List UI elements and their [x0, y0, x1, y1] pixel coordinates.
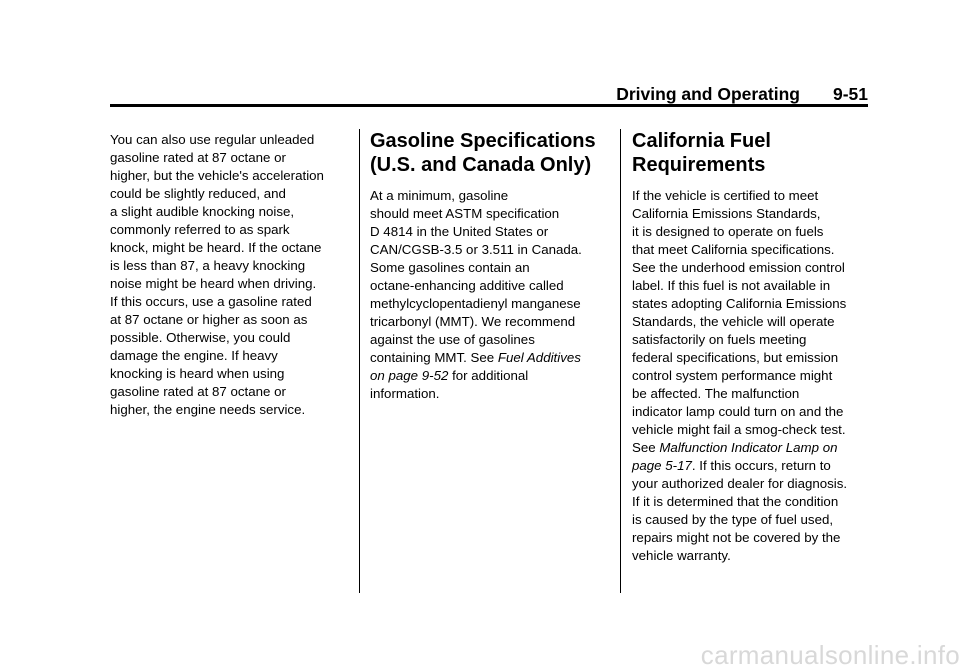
column-divider-1 [359, 129, 360, 593]
gasoline-specifications-heading: Gasoline Specifications (U.S. and Canada Only) [370, 130, 596, 176]
octane-paragraph: You can also use regular unleaded gasoline rated at 87 octane or higher, but the vehicle's acceleration could be slightly reduced, and a slight audible knocking noise, commonly referred to as spark knock, might be heard. If the octane is less than 87, a heavy knocking noise might be heard when driving. If this occurs, use a gasoline rated at 87 octane or higher as soon as possible. Otherwise, you could damage the engine. If heavy knocking is heard when using gasoline rated at 87 octane or higher, the engine needs service. [110, 132, 324, 417]
malfunction-indicator-link[interactable]: Malfunction Indicator Lamp on page 5-17 [632, 440, 838, 473]
column-right [632, 131, 868, 565]
column-middle [370, 131, 606, 403]
column-left [110, 131, 350, 419]
california-fuel-heading: California Fuel Requirements [632, 130, 771, 176]
page-header [110, 83, 868, 105]
california-fuel-paragraph [632, 187, 868, 565]
spec-text: At a minimum, gasoline should meet ASTM specification D 4814 in the United States or CAN/CGSB-3.5 or 3.511 in Canada. Some gasolines contain an octane-enhancing additive called methylcyclopentadienyl manganese tricarbonyl (MMT). We recommend against the use of gasolines containing MMT. See [370, 188, 582, 365]
page-number: 9-51 [832, 84, 868, 104]
california-text: If the vehicle is certified to meet California Emissions Standards, it is designed to operate on fuels that meet California specifications. See the underhood emission control label. If this fuel is not available in states adopting California Emissions Standards, the vehicle will operate satisfactorily on fuels meeting federal specifications, but emission control system performance might be affected. The malfunction indicator lamp could turn on and the vehicle might fail a smog-check test. See [632, 188, 847, 455]
california-text-end: . If this occurs, return to your authorized dealer for diagnosis. If it is determined that the condition is caused by the type of fuel used, repairs might not be covered by the vehicle warranty. [632, 458, 848, 563]
spec-text-end: for additional information. [370, 368, 529, 401]
fuel-additives-link[interactable]: Fuel Additives on page 9-52 [370, 350, 581, 383]
section-title: Driving and Operating [616, 84, 800, 104]
column-divider-2 [620, 129, 621, 593]
header-rule [110, 104, 868, 107]
gasoline-specifications-paragraph [370, 187, 606, 403]
watermark: carmanualsonline.info [700, 640, 960, 670]
